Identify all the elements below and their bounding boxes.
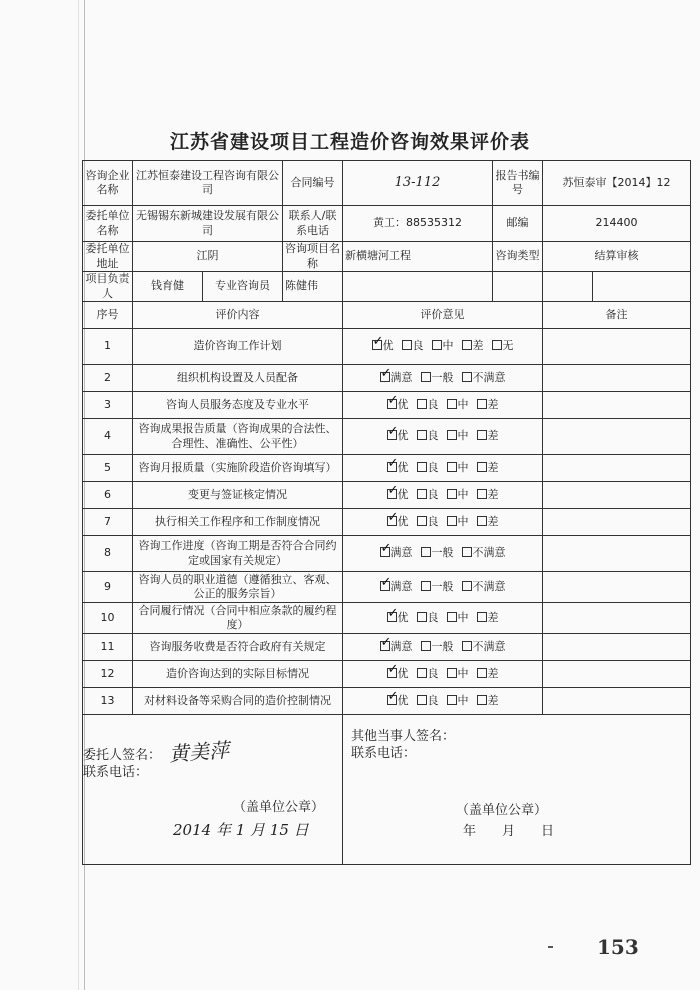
leader-value: 钱育健 — [133, 272, 203, 302]
opinion-option[interactable] — [380, 640, 413, 654]
info-row-client — [83, 206, 691, 242]
other-sign-date: 年 月 日 — [463, 823, 555, 839]
contact-value: 黄工：88535312 — [343, 206, 493, 242]
checked-checkbox-icon[interactable] — [387, 516, 397, 526]
opinion-option[interactable] — [447, 398, 469, 412]
checkbox-icon[interactable] — [462, 581, 472, 591]
contact-label: 联系人/联系电话 — [283, 206, 343, 242]
opinion-option[interactable] — [417, 488, 439, 502]
opinion-option-label: 差 — [487, 693, 499, 707]
remark-cell — [543, 329, 691, 365]
opinion-option[interactable] — [477, 461, 499, 475]
opinion-option[interactable] — [447, 611, 469, 625]
opinion-option-label: 优 — [397, 429, 409, 443]
evaluation-opinion — [343, 572, 543, 603]
report-no-label: 报告书编号 — [493, 161, 543, 206]
opinion-option[interactable] — [387, 611, 409, 625]
signature-section — [83, 715, 691, 865]
opinion-option-label: 优 — [397, 514, 409, 528]
other-sign-label: 其他当事人签名： — [351, 729, 456, 744]
checkbox-icon[interactable] — [417, 668, 427, 678]
header-remark: 备注 — [543, 302, 691, 329]
checkbox-icon[interactable] — [477, 612, 487, 622]
evaluation-content: 造价咨询工作计划 — [133, 329, 343, 365]
opinion-option[interactable] — [387, 429, 409, 443]
client-sign-label: 委托人签名： — [83, 748, 162, 763]
evaluation-row — [83, 482, 691, 509]
evaluation-content: 组织机构设置及人员配备 — [133, 365, 343, 392]
opinion-option[interactable] — [477, 488, 499, 502]
opinion-option[interactable] — [417, 667, 439, 681]
opinion-option[interactable] — [417, 398, 439, 412]
checked-checkbox-icon[interactable] — [380, 372, 390, 382]
contract-no-label: 合同编号 — [283, 161, 343, 206]
opinion-option[interactable] — [417, 694, 439, 708]
opinion-option-label: 中 — [457, 397, 469, 411]
opinion-option[interactable] — [447, 694, 469, 708]
evaluation-opinion — [343, 536, 543, 572]
opinion-option-label: 一般 — [431, 370, 454, 384]
evaluation-row — [83, 661, 691, 688]
remark-cell — [543, 634, 691, 661]
checkbox-icon[interactable] — [421, 581, 431, 591]
evaluation-row — [83, 603, 691, 634]
checkbox-icon[interactable] — [447, 695, 457, 705]
opinion-option[interactable] — [462, 339, 484, 353]
evaluation-content: 咨询月报质量（实施阶段造价咨询填写） — [133, 455, 343, 482]
specialist-value: 陈健伟 — [283, 272, 343, 302]
opinion-option-label: 满意 — [390, 370, 413, 384]
remark-cell — [543, 572, 691, 603]
client-sign-cell — [83, 715, 343, 865]
opinion-option[interactable] — [462, 640, 506, 654]
evaluation-content: 对材料设备等采购合同的造价控制情况 — [133, 688, 343, 715]
page-mark — [548, 946, 553, 948]
checkbox-icon[interactable] — [432, 340, 442, 350]
evaluation-opinion — [343, 455, 543, 482]
remark-cell — [543, 603, 691, 634]
opinion-option-label: 差 — [487, 487, 499, 501]
checkbox-icon[interactable] — [447, 612, 457, 622]
opinion-option-label: 良 — [427, 487, 439, 501]
opinion-option-label: 良 — [427, 666, 439, 680]
company-label: 咨询企业名称 — [83, 161, 133, 206]
checked-checkbox-icon[interactable] — [387, 430, 397, 440]
checked-checkbox-icon[interactable] — [380, 547, 390, 557]
header-no: 序号 — [83, 302, 133, 329]
opinion-option[interactable] — [372, 339, 394, 353]
remark-cell — [543, 455, 691, 482]
opinion-option[interactable] — [477, 667, 499, 681]
client-phone-label: 联系电话： — [83, 765, 149, 780]
checkbox-icon[interactable] — [421, 641, 431, 651]
opinion-option-label: 中 — [457, 514, 469, 528]
opinion-option-label: 无 — [502, 339, 514, 353]
opinion-option-label: 优 — [397, 460, 409, 474]
checkbox-icon[interactable] — [421, 547, 431, 557]
remark-cell — [543, 509, 691, 536]
opinion-option-label: 优 — [382, 339, 394, 353]
opinion-option[interactable] — [421, 640, 454, 654]
project-value: 新横塘河工程 — [343, 242, 493, 272]
opinion-option[interactable] — [447, 488, 469, 502]
opinion-option-label: 良 — [412, 339, 424, 353]
opinion-option-label: 满意 — [390, 579, 413, 593]
project-label: 咨询项目名称 — [283, 242, 343, 272]
checkbox-icon[interactable] — [402, 340, 412, 350]
checkbox-icon[interactable] — [417, 516, 427, 526]
evaluation-opinion — [343, 419, 543, 455]
evaluation-opinion — [343, 365, 543, 392]
evaluation-content: 变更与签证核定情况 — [133, 482, 343, 509]
evaluation-row — [83, 634, 691, 661]
remark-cell — [543, 661, 691, 688]
address-value: 江阴 — [133, 242, 283, 272]
opinion-option[interactable] — [421, 580, 454, 594]
row-number: 8 — [83, 536, 133, 572]
opinion-option-label: 优 — [397, 693, 409, 707]
client-sign-date: 2014 年 1 月 15 日 — [173, 820, 309, 839]
checkbox-icon[interactable] — [447, 668, 457, 678]
address-label: 委托单位地址 — [83, 242, 133, 272]
opinion-option[interactable] — [462, 580, 506, 594]
opinion-option[interactable] — [477, 694, 499, 708]
row-number: 9 — [83, 572, 133, 603]
row-number: 7 — [83, 509, 133, 536]
opinion-option[interactable] — [421, 371, 454, 385]
company-value: 江苏恒泰建设工程咨询有限公司 — [133, 161, 283, 206]
checkbox-icon[interactable] — [477, 430, 487, 440]
opinion-option[interactable] — [387, 694, 409, 708]
opinion-option-label: 中 — [457, 487, 469, 501]
row-number: 1 — [83, 329, 133, 365]
opinion-option-label: 优 — [397, 666, 409, 680]
evaluation-content: 咨询人员的职业道德（遵循独立、客观、公正的服务宗旨） — [133, 572, 343, 603]
remark-cell — [543, 688, 691, 715]
opinion-option-label: 差 — [487, 429, 499, 443]
other-party-sign-cell — [343, 715, 691, 865]
opinion-option[interactable] — [380, 546, 413, 560]
opinion-option[interactable] — [387, 461, 409, 475]
evaluation-content: 合同履行情况（合同中相应条款的履约程度） — [133, 603, 343, 634]
evaluation-content: 咨询人员服务态度及专业水平 — [133, 392, 343, 419]
opinion-option-label: 差 — [487, 666, 499, 680]
opinion-option[interactable] — [421, 546, 454, 560]
checkbox-icon[interactable] — [477, 462, 487, 472]
opinion-option-label: 不满意 — [472, 579, 506, 593]
checked-checkbox-icon[interactable] — [387, 489, 397, 499]
checkbox-icon[interactable] — [477, 489, 487, 499]
evaluation-rows — [83, 329, 691, 715]
header-opinion: 评价意见 — [343, 302, 543, 329]
checked-checkbox-icon[interactable] — [380, 641, 390, 651]
evaluation-opinion — [343, 509, 543, 536]
evaluation-row — [83, 688, 691, 715]
evaluation-content: 咨询服务收费是否符合政府有关规定 — [133, 634, 343, 661]
opinion-option-label: 满意 — [390, 546, 413, 560]
postcode-label: 邮编 — [493, 206, 543, 242]
opinion-option-label: 优 — [397, 397, 409, 411]
checkbox-icon[interactable] — [447, 430, 457, 440]
opinion-option-label: 一般 — [431, 546, 454, 560]
opinion-option-label: 中 — [457, 666, 469, 680]
postcode-value: 214400 — [543, 206, 691, 242]
opinion-option-label: 一般 — [431, 639, 454, 653]
opinion-option-label: 差 — [487, 460, 499, 474]
opinion-option[interactable] — [447, 461, 469, 475]
opinion-option[interactable] — [447, 667, 469, 681]
remark-cell — [543, 365, 691, 392]
opinion-option[interactable] — [380, 580, 413, 594]
opinion-option-label: 良 — [427, 610, 439, 624]
info-row-company — [83, 161, 691, 206]
opinion-option-label: 不满意 — [472, 370, 506, 384]
row-number: 3 — [83, 392, 133, 419]
checkbox-icon[interactable] — [492, 340, 502, 350]
opinion-option[interactable] — [447, 429, 469, 443]
checked-checkbox-icon[interactable] — [380, 581, 390, 591]
opinion-option-label: 差 — [487, 610, 499, 624]
opinion-option-label: 差 — [487, 397, 499, 411]
opinion-option-label: 不满意 — [472, 639, 506, 653]
opinion-option[interactable] — [387, 667, 409, 681]
evaluation-row — [83, 455, 691, 482]
opinion-option-label: 满意 — [390, 639, 413, 653]
checkbox-icon[interactable] — [477, 668, 487, 678]
evaluation-row — [83, 536, 691, 572]
type-label: 咨询类型 — [493, 242, 543, 272]
evaluation-row — [83, 329, 691, 365]
opinion-option[interactable] — [462, 371, 506, 385]
opinion-option[interactable] — [492, 339, 514, 353]
opinion-option[interactable] — [477, 429, 499, 443]
checkbox-icon[interactable] — [417, 489, 427, 499]
opinion-option[interactable] — [417, 461, 439, 475]
checkbox-icon[interactable] — [447, 462, 457, 472]
opinion-option-label: 良 — [427, 460, 439, 474]
row-number: 10 — [83, 603, 133, 634]
checkbox-icon[interactable] — [417, 399, 427, 409]
evaluation-content: 咨询成果报告质量（咨询成果的合法性、合理性、准确性、公平性） — [133, 419, 343, 455]
checkbox-icon[interactable] — [417, 462, 427, 472]
checked-checkbox-icon[interactable] — [372, 340, 382, 350]
opinion-option-label: 差 — [487, 514, 499, 528]
opinion-option-label: 良 — [427, 397, 439, 411]
opinion-option[interactable] — [417, 515, 439, 529]
checkbox-icon[interactable] — [447, 489, 457, 499]
evaluation-opinion — [343, 329, 543, 365]
remark-cell — [543, 536, 691, 572]
opinion-option-label: 中 — [457, 429, 469, 443]
checked-checkbox-icon[interactable] — [387, 695, 397, 705]
client-seal-note: （盖单位公章） — [233, 799, 325, 815]
row-number: 4 — [83, 419, 133, 455]
header-content: 评价内容 — [133, 302, 343, 329]
checkbox-icon[interactable] — [477, 695, 487, 705]
opinion-option[interactable] — [447, 515, 469, 529]
info-section — [83, 161, 691, 302]
opinion-option-label: 差 — [472, 339, 484, 353]
leader-label: 项目负责人 — [83, 272, 133, 302]
evaluation-row — [83, 392, 691, 419]
checked-checkbox-icon[interactable] — [387, 612, 397, 622]
opinion-option-label: 中 — [457, 693, 469, 707]
type-value: 结算审核 — [543, 242, 691, 272]
row-number: 12 — [83, 661, 133, 688]
opinion-option-label: 一般 — [431, 579, 454, 593]
checkbox-icon[interactable] — [447, 516, 457, 526]
evaluation-opinion — [343, 603, 543, 634]
other-seal-note: （盖单位公章） — [456, 802, 548, 818]
evaluation-opinion — [343, 392, 543, 419]
checkbox-icon[interactable] — [462, 340, 472, 350]
checkbox-icon[interactable] — [421, 372, 431, 382]
evaluation-opinion — [343, 482, 543, 509]
evaluation-content: 执行相关工作程序和工作制度情况 — [133, 509, 343, 536]
report-no-value: 苏恒泰审【2014】12 — [543, 161, 691, 206]
checkbox-icon[interactable] — [462, 641, 472, 651]
checkbox-icon[interactable] — [477, 516, 487, 526]
checked-checkbox-icon[interactable] — [387, 668, 397, 678]
page-number: 153 — [597, 935, 639, 959]
opinion-option-label: 良 — [427, 514, 439, 528]
opinion-option-label: 优 — [397, 487, 409, 501]
evaluation-row — [83, 572, 691, 603]
opinion-option[interactable] — [387, 515, 409, 529]
checkbox-icon[interactable] — [477, 399, 487, 409]
evaluation-opinion — [343, 634, 543, 661]
checkbox-icon[interactable] — [462, 372, 472, 382]
opinion-option[interactable] — [477, 611, 499, 625]
evaluation-content: 咨询工作进度（咨询工期是否符合合同约定或国家有关规定） — [133, 536, 343, 572]
checkbox-icon[interactable] — [447, 399, 457, 409]
opinion-option-label: 中 — [457, 610, 469, 624]
client-value: 无锡锡东新城建设发展有限公司 — [133, 206, 283, 242]
opinion-option[interactable] — [477, 398, 499, 412]
client-label: 委托单位名称 — [83, 206, 133, 242]
evaluation-row — [83, 509, 691, 536]
opinion-option-label: 良 — [427, 429, 439, 443]
opinion-option[interactable] — [387, 488, 409, 502]
evaluation-section — [83, 302, 691, 329]
client-signature: 黄美萍 — [168, 737, 230, 767]
remark-cell — [543, 392, 691, 419]
info-row-leader — [83, 272, 691, 302]
form-title: 江苏省建设项目工程造价咨询效果评价表 — [169, 131, 530, 153]
opinion-option[interactable] — [387, 398, 409, 412]
opinion-option-label: 中 — [442, 339, 454, 353]
checked-checkbox-icon[interactable] — [387, 462, 397, 472]
row-number: 5 — [83, 455, 133, 482]
evaluation-content: 造价咨询达到的实际目标情况 — [133, 661, 343, 688]
row-number: 2 — [83, 365, 133, 392]
info-row-address — [83, 242, 691, 272]
checkbox-icon[interactable] — [417, 430, 427, 440]
evaluation-opinion — [343, 661, 543, 688]
checkbox-icon[interactable] — [417, 695, 427, 705]
row-number: 6 — [83, 482, 133, 509]
checkbox-icon[interactable] — [417, 612, 427, 622]
evaluation-opinion — [343, 688, 543, 715]
opinion-option-label: 中 — [457, 460, 469, 474]
remark-cell — [543, 482, 691, 509]
row-number: 13 — [83, 688, 133, 715]
opinion-option[interactable] — [462, 546, 506, 560]
checkbox-icon[interactable] — [462, 547, 472, 557]
row-number: 11 — [83, 634, 133, 661]
remark-cell — [543, 419, 691, 455]
checked-checkbox-icon[interactable] — [387, 399, 397, 409]
opinion-option[interactable] — [417, 611, 439, 625]
evaluation-row — [83, 419, 691, 455]
opinion-option-label: 不满意 — [472, 546, 506, 560]
opinion-option[interactable] — [402, 339, 424, 353]
evaluation-form-table — [82, 160, 691, 865]
signature-row — [83, 715, 691, 865]
evaluation-row — [83, 365, 691, 392]
opinion-option-label: 良 — [427, 693, 439, 707]
opinion-option[interactable] — [380, 371, 413, 385]
opinion-option-label: 优 — [397, 610, 409, 624]
evaluation-header-row — [83, 302, 691, 329]
contract-no-value: 13-112 — [343, 161, 493, 206]
opinion-option[interactable] — [417, 429, 439, 443]
opinion-option[interactable] — [432, 339, 454, 353]
other-phone-label: 联系电话： — [351, 745, 417, 761]
specialist-label: 专业咨询员 — [203, 272, 283, 302]
opinion-option[interactable] — [477, 515, 499, 529]
